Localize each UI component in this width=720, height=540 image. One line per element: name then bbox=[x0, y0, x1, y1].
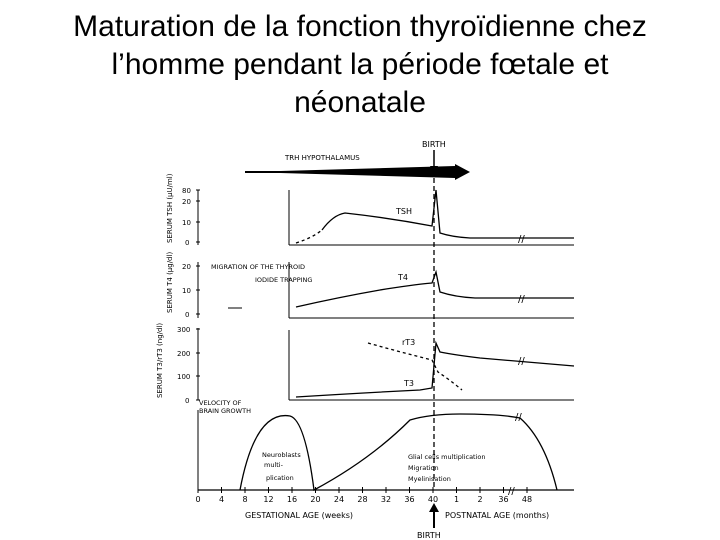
panel-t3 bbox=[156, 323, 574, 405]
panel-brain-ylabel-line-1: VELOCITY OF bbox=[199, 399, 242, 407]
x-tick-label: 36 bbox=[498, 495, 509, 504]
panel-t3-series-label-rt3: rT3 bbox=[402, 338, 416, 347]
birth-bottom-label: BIRTH bbox=[417, 531, 441, 540]
panel-t4-curve bbox=[296, 272, 574, 307]
panel-tsh-ticklabel-10: 10 bbox=[182, 219, 191, 227]
slide-title-line-1: Maturation de la fonction thyroïdienne chez bbox=[73, 10, 647, 43]
x-tick-label: 40 bbox=[427, 495, 439, 504]
panel-tsh-ticklabel-20: 20 bbox=[182, 198, 191, 206]
panel-t3-series-label-t3: T3 bbox=[404, 379, 414, 388]
x-tick-label: 16 bbox=[286, 495, 298, 504]
panel-t4-ticklabel-10: 10 bbox=[182, 287, 191, 295]
panel-t3-ylabel: SERUM T3/rT3 (ng/dl) bbox=[156, 322, 164, 398]
panel-t4-annotation-migration: MIGRATION OF THE THYROID bbox=[211, 263, 306, 271]
trh-wedge bbox=[245, 166, 455, 178]
panel-brain-annotation-glial: Glial cells multiplication bbox=[408, 453, 486, 461]
panel-t4-ticklabel-0: 0 bbox=[185, 311, 190, 319]
x-tick-label: 48 bbox=[521, 495, 533, 504]
x-tick-label: 0 bbox=[195, 495, 201, 504]
panel-t4-axis-break: // bbox=[518, 294, 525, 305]
panel-t3-ticklabel-300: 300 bbox=[177, 326, 191, 334]
panel-tsh-curve-dashed bbox=[296, 230, 322, 243]
panel-t4 bbox=[166, 252, 574, 319]
x-tick-label: 12 bbox=[263, 495, 274, 504]
panel-t3-ticklabel-100: 100 bbox=[177, 373, 191, 381]
x-axis-gestational-label: GESTATIONAL AGE (weeks) bbox=[245, 511, 354, 520]
panel-brain-annotation-neuroblasts-2: multi- bbox=[264, 461, 283, 469]
x-axis-break: // bbox=[508, 486, 515, 497]
panel-t3-ticklabel-200: 200 bbox=[177, 350, 191, 358]
slide-title-line-3: néonatale bbox=[294, 86, 426, 119]
x-axis-postnatal-label: POSTNATAL AGE (months) bbox=[445, 511, 550, 520]
panel-tsh-series-label: TSH bbox=[396, 207, 412, 216]
birth-top-label: BIRTH bbox=[422, 140, 446, 149]
panel-tsh bbox=[166, 173, 574, 247]
panel-t4-annotation-iodide: IODIDE TRAPPING bbox=[255, 276, 313, 284]
panel-t3-axis-break: // bbox=[518, 356, 525, 367]
panel-t3-ticklabel-0: 0 bbox=[185, 397, 190, 405]
panel-brain-ylabel-line-2: BRAIN GROWTH bbox=[199, 407, 251, 415]
birth-bottom-arrowhead bbox=[429, 503, 439, 512]
panel-tsh-ylabel: SERUM TSH (µU/ml) bbox=[166, 173, 174, 243]
panel-t3-curve-rt3 bbox=[368, 343, 462, 390]
slide-title-line-2: l’homme pendant la période fœtale et bbox=[111, 48, 609, 81]
panel-tsh-curve bbox=[322, 190, 574, 238]
trh-arrow-head bbox=[455, 164, 470, 180]
panel-t4-ylabel: SERUM T4 (µg/dl) bbox=[166, 251, 174, 313]
x-tick-label: 8 bbox=[242, 495, 248, 504]
panel-tsh-ticklabel-0: 0 bbox=[185, 239, 190, 247]
x-tick-label: 32 bbox=[380, 495, 392, 504]
panel-tsh-axis-break: // bbox=[518, 234, 525, 245]
trh-arrow-group bbox=[245, 140, 470, 180]
x-tick-label: 2 bbox=[477, 495, 483, 504]
panel-t4-ticklabel-20: 20 bbox=[182, 263, 191, 271]
panel-brain-axis-break: // bbox=[515, 412, 522, 423]
x-tick-label: 28 bbox=[357, 495, 368, 504]
panel-brain-annotation-neuroblasts-1: Neuroblasts bbox=[262, 451, 301, 459]
x-tick-label: 4 bbox=[218, 495, 225, 504]
x-tick-label: 20 bbox=[310, 495, 321, 504]
x-tick-label: 24 bbox=[333, 495, 345, 504]
panel-t4-series-label: T4 bbox=[398, 273, 408, 282]
x-tick-label: 36 bbox=[404, 495, 415, 504]
panel-brain-annotation-neuroblasts-3: plication bbox=[266, 474, 294, 482]
panel-brain-annotation-migration: Migration bbox=[408, 464, 439, 472]
panel-t3-curve-t3 bbox=[296, 343, 574, 397]
x-axis bbox=[195, 486, 574, 540]
x-tick-label: 1 bbox=[453, 495, 460, 504]
panel-tsh-ticklabel-80: 80 bbox=[182, 187, 191, 195]
trh-label: TRH HYPOTHALAMUS bbox=[285, 154, 360, 162]
panel-brain bbox=[198, 399, 557, 490]
panel-brain-annotation-myelinisation: Myelinisation bbox=[408, 475, 451, 483]
